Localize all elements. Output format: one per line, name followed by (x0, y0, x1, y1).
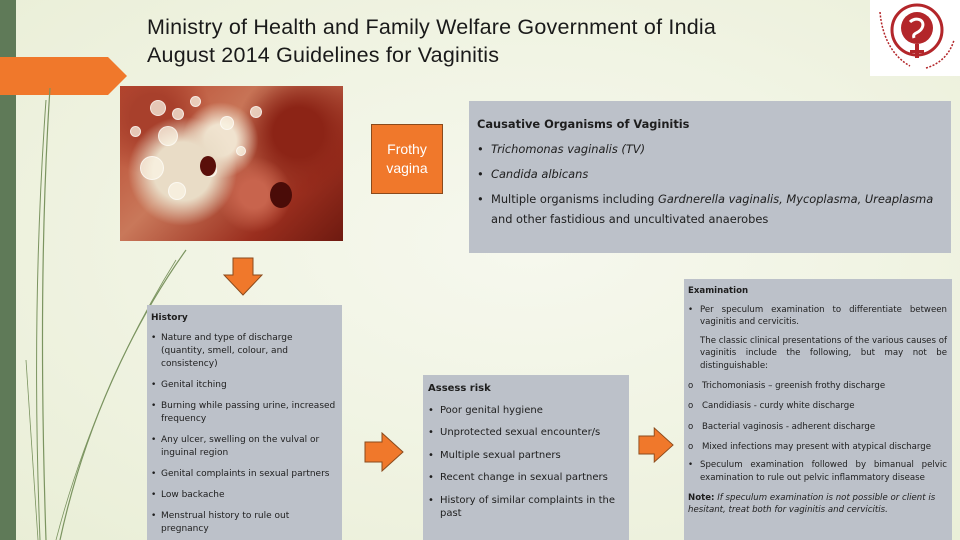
exam-bullet: • Speculum examination followed by bimanual pelvic examination to rule out pelvic inflammatory disease (688, 459, 947, 484)
presentation-item: o Candidiasis - curdy white discharge (688, 400, 947, 413)
history-heading: History (151, 313, 188, 323)
label-line-1: Frothy (387, 141, 427, 157)
label-line-2: vagina (386, 160, 428, 176)
exam-bullet: • Per speculum examination to differentiate between vaginitis and cervicitis. (688, 304, 947, 329)
history-item: • Genital complaints in sexual partners (151, 468, 338, 481)
assess-risk-panel (423, 375, 629, 540)
down-arrow-icon (223, 257, 263, 297)
history-item: • Nature and type of discharge (quantity, smell, colour, and consistency) (151, 332, 338, 371)
history-item: • Menstrual history to rule out pregnancy (151, 510, 338, 536)
right-arrow-icon (364, 432, 404, 472)
presentation-item: o Mixed infections may present with atypical discharge (688, 441, 947, 454)
history-item: • Low backache (151, 489, 338, 502)
clinical-photo (120, 86, 343, 241)
risk-item: • Unprotected sexual encounter/s (428, 426, 625, 440)
risk-heading: Assess risk (428, 383, 491, 394)
causative-organisms-panel (469, 101, 951, 253)
presentation-list (688, 380, 947, 453)
history-item: • Burning while passing urine, increased frequency (151, 400, 338, 426)
causative-item: • Trichomonas vaginalis (TV) (477, 139, 943, 159)
causative-item: • Multiple organisms including Gardnerella vaginalis, Mycoplasma, Ureaplasma and other fastidious and uncultivated anaerobes (477, 189, 943, 229)
exam-heading: Examination (688, 286, 749, 296)
causative-heading: Causative Organisms of Vaginitis (477, 117, 690, 131)
risk-item: • Poor genital hygiene (428, 404, 625, 418)
exam-paragraph: The classic clinical presentations of the various causes of vaginitis include the following, but may not be distinguishable: (700, 335, 947, 371)
slide-title (147, 13, 867, 69)
risk-item: • Multiple sexual partners (428, 449, 625, 463)
exam-note: Note: If speculum examination is not possible or client is hesitant, treat both for vaginitis and cervicitis. (688, 492, 936, 516)
history-panel (147, 305, 342, 540)
risk-item: • Recent change in sexual partners (428, 471, 625, 485)
title-line-1: Ministry of Health and Family Welfare Government of India (147, 15, 717, 39)
society-logo-icon (870, 0, 960, 76)
history-item: • Genital itching (151, 379, 338, 392)
causative-item: • Candida albicans (477, 164, 943, 184)
risk-item: • History of similar complaints in the past (428, 494, 625, 521)
presentation-item: o Bacterial vaginosis - adherent discharge (688, 421, 947, 434)
frothy-vagina-label (371, 124, 443, 194)
right-arrow-icon (638, 427, 674, 463)
presentation-item: o Trichomoniasis – greenish frothy discharge (688, 380, 947, 393)
examination-panel (684, 279, 952, 540)
title-line-2: August 2014 Guidelines for Vaginitis (147, 43, 500, 67)
society-logo (870, 0, 960, 76)
history-item: • Any ulcer, swelling on the vulval or inguinal region (151, 434, 338, 460)
